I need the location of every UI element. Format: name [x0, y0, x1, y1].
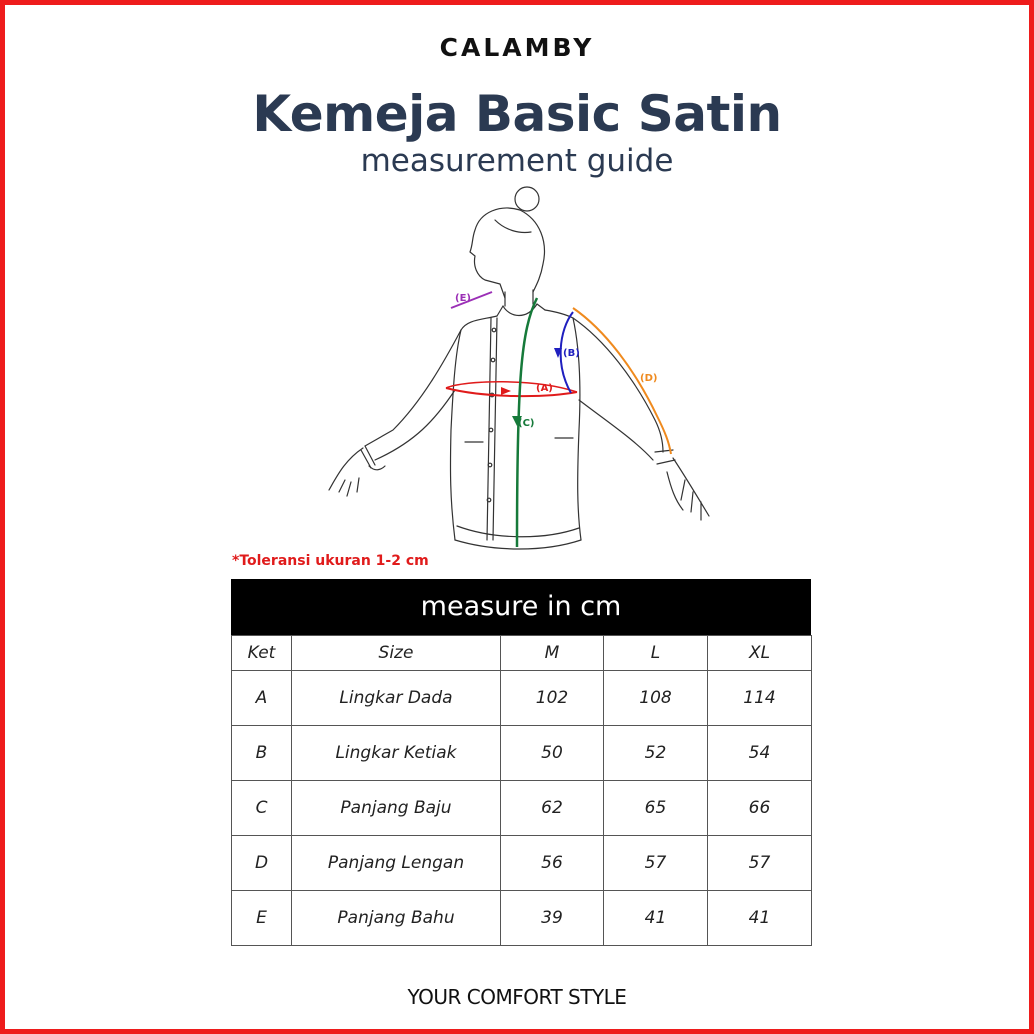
table-row — [232, 726, 812, 781]
page-title: Kemeja Basic Satin — [252, 85, 782, 143]
head-outline — [470, 208, 520, 298]
table-cell: 41 — [604, 891, 708, 946]
measure-label-c: (C) — [518, 418, 535, 429]
column-header: M — [501, 636, 604, 671]
table-cell: D — [232, 836, 292, 891]
footer-tagline: YOUR COMFORT STYLE — [407, 985, 627, 1009]
table-cell: 114 — [708, 671, 812, 726]
measure-label-b: (B) — [563, 348, 580, 359]
size-table — [231, 579, 811, 946]
table-row — [232, 836, 812, 891]
table-row — [232, 781, 812, 836]
figure-outline — [329, 187, 709, 549]
table-heading: measure in cm — [231, 579, 811, 635]
table-row — [232, 891, 812, 946]
table-cell: Panjang Lengan — [292, 836, 501, 891]
table-cell: 102 — [501, 671, 604, 726]
right-hand — [667, 458, 709, 520]
tolerance-note: *Toleransi ukuran 1-2 cm — [232, 553, 429, 569]
size-chart — [231, 635, 812, 946]
table-cell: Lingkar Dada — [292, 671, 501, 726]
table-cell: A — [232, 671, 292, 726]
measure-label-a: (A) — [536, 383, 553, 394]
table-cell: 57 — [708, 836, 812, 891]
column-header: Size — [292, 636, 501, 671]
table-cell: 39 — [501, 891, 604, 946]
shirt-illustration — [305, 180, 735, 580]
table-row — [232, 671, 812, 726]
table-cell: Panjang Baju — [292, 781, 501, 836]
measure-label-e: (E) — [455, 293, 471, 304]
left-hand — [329, 448, 385, 496]
table-cell: Panjang Bahu — [292, 891, 501, 946]
measure-arrow-a — [501, 387, 511, 395]
table-cell: 50 — [501, 726, 604, 781]
table-cell: C — [232, 781, 292, 836]
table-cell: 65 — [604, 781, 708, 836]
column-header: Ket — [232, 636, 292, 671]
table-cell: 62 — [501, 781, 604, 836]
table-cell: 56 — [501, 836, 604, 891]
measure-line-a — [446, 388, 577, 396]
measure-label-d: (D) — [640, 373, 658, 384]
page-subtitle: measurement guide — [360, 143, 674, 179]
torso-left — [450, 330, 461, 540]
column-header: XL — [708, 636, 812, 671]
table-cell: 41 — [708, 891, 812, 946]
table-header-row — [232, 636, 812, 671]
table-cell: B — [232, 726, 292, 781]
brand-logo: CALAMBY — [439, 33, 595, 62]
table-cell: 108 — [604, 671, 708, 726]
table-cell: 54 — [708, 726, 812, 781]
table-cell: 57 — [604, 836, 708, 891]
table-cell: 52 — [604, 726, 708, 781]
hair-bun — [515, 187, 539, 211]
column-header: L — [604, 636, 708, 671]
table-cell: E — [232, 891, 292, 946]
right-arm — [573, 318, 663, 452]
table-cell: Lingkar Ketiak — [292, 726, 501, 781]
table-cell: 66 — [708, 781, 812, 836]
